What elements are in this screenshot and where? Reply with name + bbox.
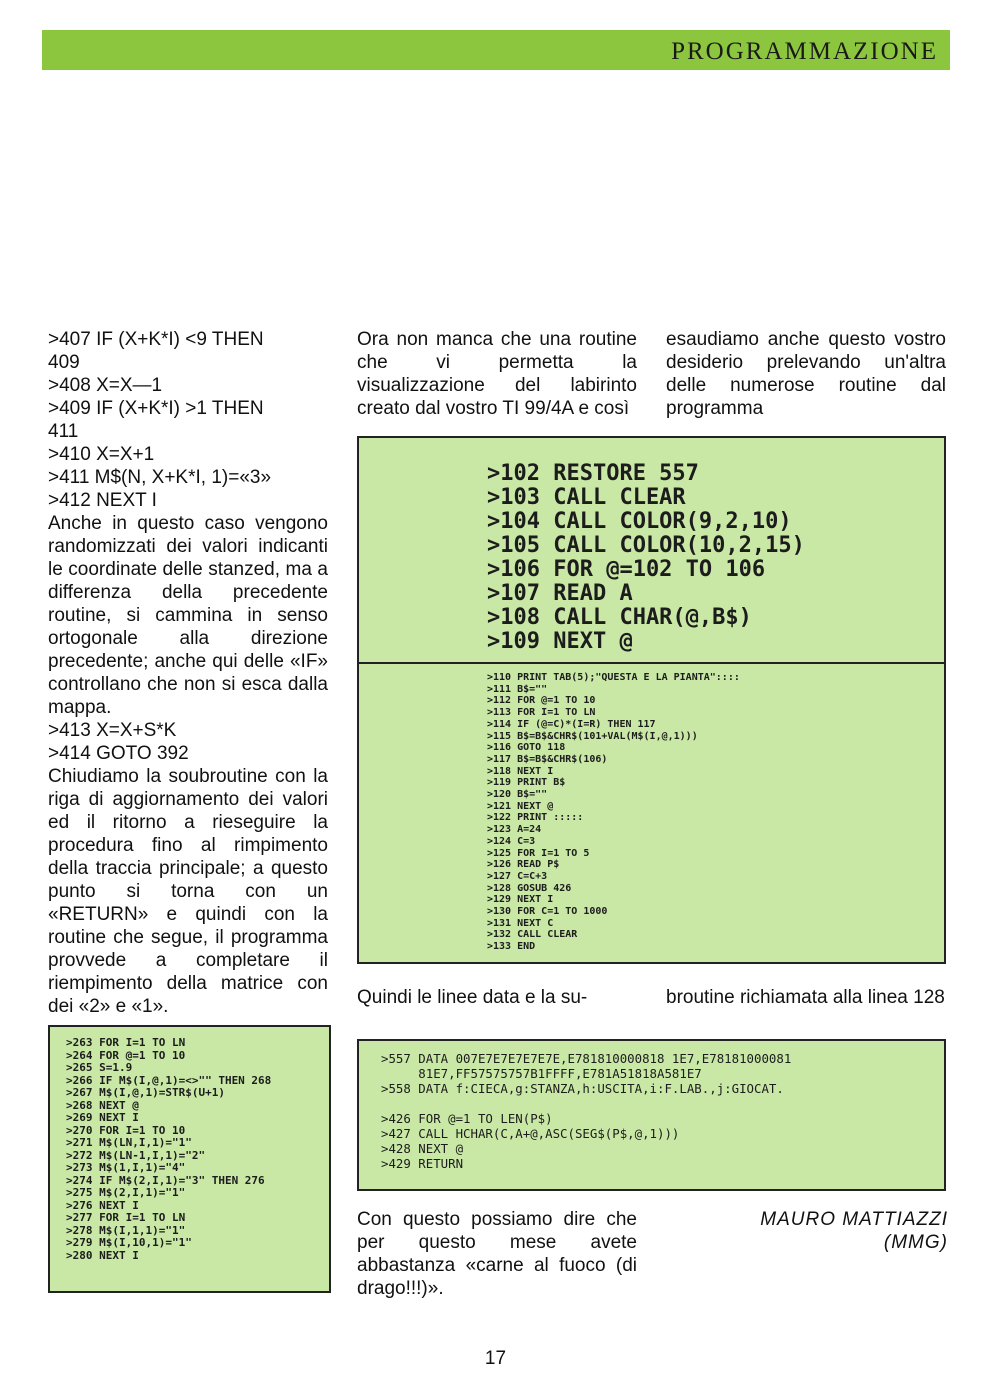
code-line: >428 NEXT @	[381, 1141, 464, 1156]
code-line: >112 FOR @=1 TO 10	[487, 695, 596, 707]
code-line: >110 PRINT TAB(5);"QUESTA E LA PIANTA"::::	[487, 672, 740, 683]
code-line: >266 IF M$(I,@,1)=<>"" THEN 268	[66, 1073, 272, 1087]
code-line: >102 RESTORE 557	[487, 461, 699, 486]
code-line: >264 FOR @=1 TO 10	[66, 1048, 186, 1062]
listing-divider	[359, 662, 944, 664]
code-line: >128 GOSUB 426	[487, 882, 572, 894]
text-line: >410 X=X+1	[48, 444, 155, 465]
code-line: >280 NEXT I	[66, 1248, 139, 1262]
code-lines-1	[48, 328, 328, 512]
code-line: >429 RETURN	[381, 1156, 464, 1171]
code-line: >276 NEXT I	[66, 1198, 139, 1212]
page-number: 17	[484, 1348, 507, 1369]
program-listing-left	[48, 1025, 331, 1293]
code-line: >122 PRINT :::::	[487, 812, 584, 824]
code-line: >265 S=1.9	[66, 1061, 133, 1074]
code-line: >273 M$(1,I,1)="4"	[66, 1161, 186, 1174]
listing-small	[487, 672, 740, 953]
listing-large	[487, 462, 805, 654]
code-line: >130 FOR C=1 TO 1000	[487, 906, 608, 918]
code-line: >115 B$=B$&CHR$(101+VAL(M$(I,@,1)))	[487, 730, 698, 742]
author-signature	[690, 1208, 948, 1254]
caption-left: Quindi le linee data e la su-	[357, 987, 588, 1008]
author-name: MAURO MATTIAZZI	[760, 1209, 948, 1230]
program-listing-data	[357, 1039, 946, 1191]
column-3-text: esaudiamo anche questo vostro desiderio prelevando un'altra delle numerose routine dal programma	[666, 329, 946, 419]
code-line: >278 M$(I,1,1)="1"	[66, 1223, 186, 1237]
text-line: >411 M$(N, X+K*I, 1)=«3»	[48, 467, 272, 488]
code-line: >111 B$=""	[487, 683, 548, 695]
code-line: >105 CALL COLOR(10,2,15)	[487, 533, 805, 558]
code-line: >120 B$=""	[487, 789, 548, 801]
code-line: >126 READ P$	[487, 859, 560, 871]
text-line: >407 IF (X+K*I) <9 THEN	[48, 329, 264, 350]
code-line: >426 FOR @=1 TO LEN(P$)	[381, 1111, 553, 1126]
text-line: >412 NEXT I	[48, 490, 157, 511]
closing-paragraph: Con questo possiamo dire che per questo mese avete abbastanza «carne al fuoco (di drago!!!)».	[357, 1209, 637, 1299]
code-line: >558 DATA f:CIECA,g:STANZA,h:USCITA,i:F.LAB.,j:GIOCAT.	[381, 1081, 784, 1096]
text-line: >408 X=X—1	[48, 375, 163, 396]
code-line: >270 FOR I=1 TO 10	[66, 1123, 186, 1137]
listing-left-lines	[66, 1037, 271, 1262]
code-line: >116 GOTO 118	[487, 742, 566, 754]
code-line: >132 CALL CLEAR	[487, 929, 578, 941]
code-line: >133 END	[487, 941, 536, 953]
code-line: >274 IF M$(2,I,1)="3" THEN 276	[66, 1173, 265, 1187]
code-line: >107 READ A	[487, 581, 633, 606]
code-line: >272 M$(LN-1,I,1)="2"	[66, 1148, 206, 1162]
section-header-bar	[42, 30, 950, 70]
text-line: >413 X=X+S*K	[48, 720, 177, 741]
text-line: >409 IF (X+K*I) >1 THEN	[48, 398, 264, 419]
paragraph: Anche in questo caso vengono randomizzati dei valori indicanti le coordinate delle stanzed, ma a differenza della precedente routine, si cammina in senso ortogonale alla direzione precedente; anche qui delle «IF» controllano che non si esca dalla mappa.	[48, 513, 328, 718]
code-line: >123 A=24	[487, 824, 542, 836]
code-line: >118 NEXT I	[487, 765, 554, 777]
code-line: >427 CALL HCHAR(C,A+@,ASC(SEG$(P$,@,1)))	[381, 1126, 680, 1141]
code-line: >124 C=3	[487, 835, 536, 847]
code-line: >263 FOR I=1 TO LN	[66, 1036, 186, 1049]
code-line: >131 NEXT C	[487, 917, 554, 929]
code-line: >106 FOR @=102 TO 106	[487, 557, 766, 582]
code-line: >109 NEXT @	[487, 629, 633, 654]
listing-data-lines	[381, 1051, 791, 1171]
section-title: PROGRAMMAZIONE	[671, 38, 938, 65]
text-line: >414 GOTO 392	[48, 743, 189, 764]
code-line: >129 NEXT I	[487, 894, 554, 906]
code-line: 81E7,FF57575757B1FFFF,E781A51818A581E7	[381, 1066, 702, 1081]
column-2-text: Ora non manca che una routine che vi permetta la visualizzazione del labirinto creato dal vostro TI 99/4A e così	[357, 329, 637, 419]
text-line: 409	[48, 352, 80, 373]
code-line: >119 PRINT B$	[487, 777, 566, 789]
text-line: 411	[48, 421, 79, 442]
code-line: >268 NEXT @	[66, 1098, 139, 1112]
code-line: >104 CALL COLOR(9,2,10)	[487, 509, 792, 534]
code-line: >103 CALL CLEAR	[487, 485, 686, 510]
code-line: >108 CALL CHAR(@,B$)	[487, 605, 752, 630]
code-line: >125 FOR I=1 TO 5	[487, 847, 590, 859]
author-group: (MMG)	[883, 1232, 948, 1253]
code-line: >114 IF (@=C)*(I=R) THEN 117	[487, 718, 656, 730]
code-line: >269 NEXT I	[66, 1111, 139, 1124]
code-line: >271 M$(LN,I,1)="1"	[66, 1136, 192, 1149]
code-line: >117 B$=B$&CHR$(106)	[487, 753, 608, 765]
paragraph: Chiudiamo la soubroutine con la riga di aggiornamento dei valori ed il ritorno a rieseguire la procedura fino al rimpimento della traccia principale; a questo punto si torna con un «RETURN» e quindi con la routine che segue, il programma provvede a completare il riempimento della matrice con dei «2» e «1».	[48, 766, 328, 1017]
code-line: >277 FOR I=1 TO LN	[66, 1211, 186, 1224]
code-line: >557 DATA 007E7E7E7E7E7E,E781810000818 1E7,E78181000081	[381, 1051, 792, 1066]
code-line: >267 M$(I,@,1)=STR$(U+1)	[66, 1086, 225, 1099]
code-line: >121 NEXT @	[487, 800, 554, 812]
code-line: >113 FOR I=1 TO LN	[487, 707, 596, 719]
code-line: >127 C=C+3	[487, 870, 548, 882]
code-line: >275 M$(2,I,1)="1"	[66, 1186, 186, 1199]
code-line	[381, 1096, 791, 1111]
code-line: >279 M$(I,10,1)="1"	[66, 1236, 192, 1249]
column-1	[48, 328, 328, 1018]
caption-right: broutine richiamata alla linea 128	[666, 987, 945, 1008]
program-listing-main	[357, 436, 946, 964]
